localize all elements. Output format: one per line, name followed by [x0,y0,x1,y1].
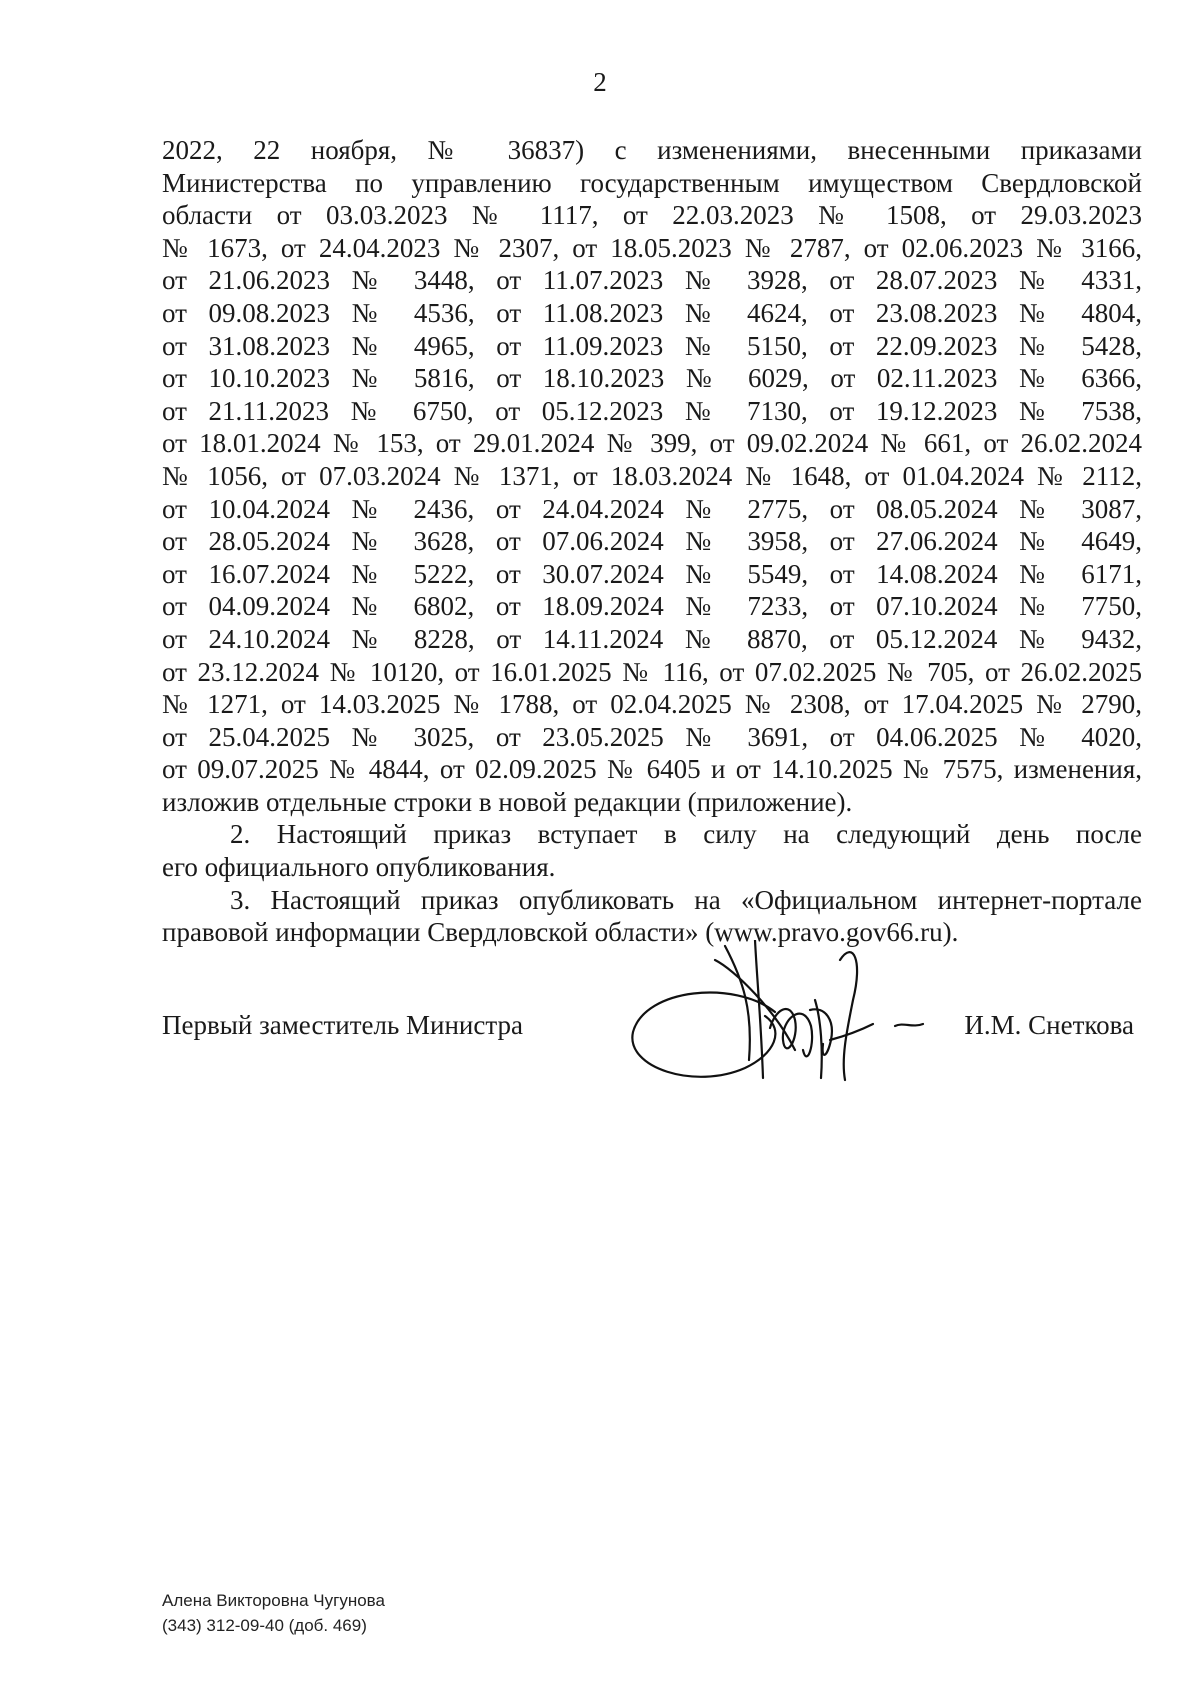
text-line: от 24.10.2024 № 8228, от 14.11.2024 № 8870, от 05.12.2024 № 9432, [162,623,1142,654]
signer-position: Первый заместитель Министра [162,1010,523,1040]
page-number: 2 [593,67,607,97]
paragraph-3-line: правовой информации Свердловской области» (www.pravo.gov66.ru). [162,917,959,948]
executor-phone: (343) 312-09-40 (доб. 469) [162,1616,367,1635]
signer-name: И.М. Снеткова [964,1010,1134,1040]
text-line: от 28.05.2024 № 3628, от 07.06.2024 № 3958, от 27.06.2024 № 4649, [162,526,1142,557]
signature-block [162,1010,1142,1060]
text-line: от 09.08.2023 № 4536, от 11.08.2023 № 4624, от 23.08.2023 № 4804, [162,297,1142,328]
text-line: № 1056, от 07.03.2024 № 1371, от 18.03.2024 № 1648, от 01.04.2024 № 2112, [162,460,1142,491]
paragraph-2-line: 2. Настоящий приказ вступает в силу на следующий день после [230,819,1142,850]
order-body-text [162,134,1142,949]
text-line: от 31.08.2023 № 4965, от 11.09.2023 № 5150, от 22.09.2023 № 5428, [162,330,1142,361]
text-line: от 10.04.2024 № 2436, от 24.04.2024 № 2775, от 08.05.2024 № 3087, [162,493,1142,524]
text-line: 2022, 22 ноября, № 36837) с изменениями, внесенными приказами [162,135,1142,165]
text-line: от 04.09.2024 № 6802, от 18.09.2024 № 7233, от 07.10.2024 № 7750, [162,591,1142,622]
text-line: от 23.12.2024 № 10120, от 16.01.2025 № 116, от 07.02.2025 № 705, от 26.02.2025 [162,656,1142,687]
text-line: № 1673, от 24.04.2023 № 2307, от 18.05.2023 № 2787, от 02.06.2023 № 3166, [162,232,1142,263]
text-line: Министерства по управлению государственным имуществом Свердловской [162,167,1142,198]
executor-name: Алена Викторовна Чугунова [162,1591,385,1610]
text-line: изложив отдельные строки в новой редакции (приложение). [162,786,853,817]
text-line: № 1271, от 14.03.2025 № 1788, от 02.04.2025 № 2308, от 17.04.2025 № 2790, [162,689,1142,720]
paragraph-2-line: его официального опубликования. [162,852,556,883]
paragraph-3-line: 3. Настоящий приказ опубликовать на «Официальном интернет-портале [230,884,1142,915]
text-line: от 21.11.2023 № 6750, от 05.12.2023 № 7130, от 19.12.2023 № 7538, [162,395,1142,426]
text-line: от 09.07.2025 № 4844, от 02.09.2025 № 6405 и от 14.10.2025 № 7575, изменения, [162,754,1142,785]
text-line: от 21.06.2023 № 3448, от 11.07.2023 № 3928, от 28.07.2023 № 4331, [162,265,1142,296]
text-line: области от 03.03.2023 № 1117, от 22.03.2023 № 1508, от 29.03.2023 [162,200,1142,231]
executor-info [162,1588,385,1638]
text-line: от 18.01.2024 № 153, от 29.01.2024 № 399, от 09.02.2024 № 661, от 26.02.2024 [162,428,1142,459]
text-line: от 25.04.2025 № 3025, от 23.05.2025 № 3691, от 04.06.2025 № 4020, [162,721,1142,752]
text-line: от 16.07.2024 № 5222, от 30.07.2024 № 5549, от 14.08.2024 № 6171, [162,558,1142,589]
text-line: от 10.10.2023 № 5816, от 18.10.2023 № 6029, от 02.11.2023 № 6366, [162,363,1142,394]
